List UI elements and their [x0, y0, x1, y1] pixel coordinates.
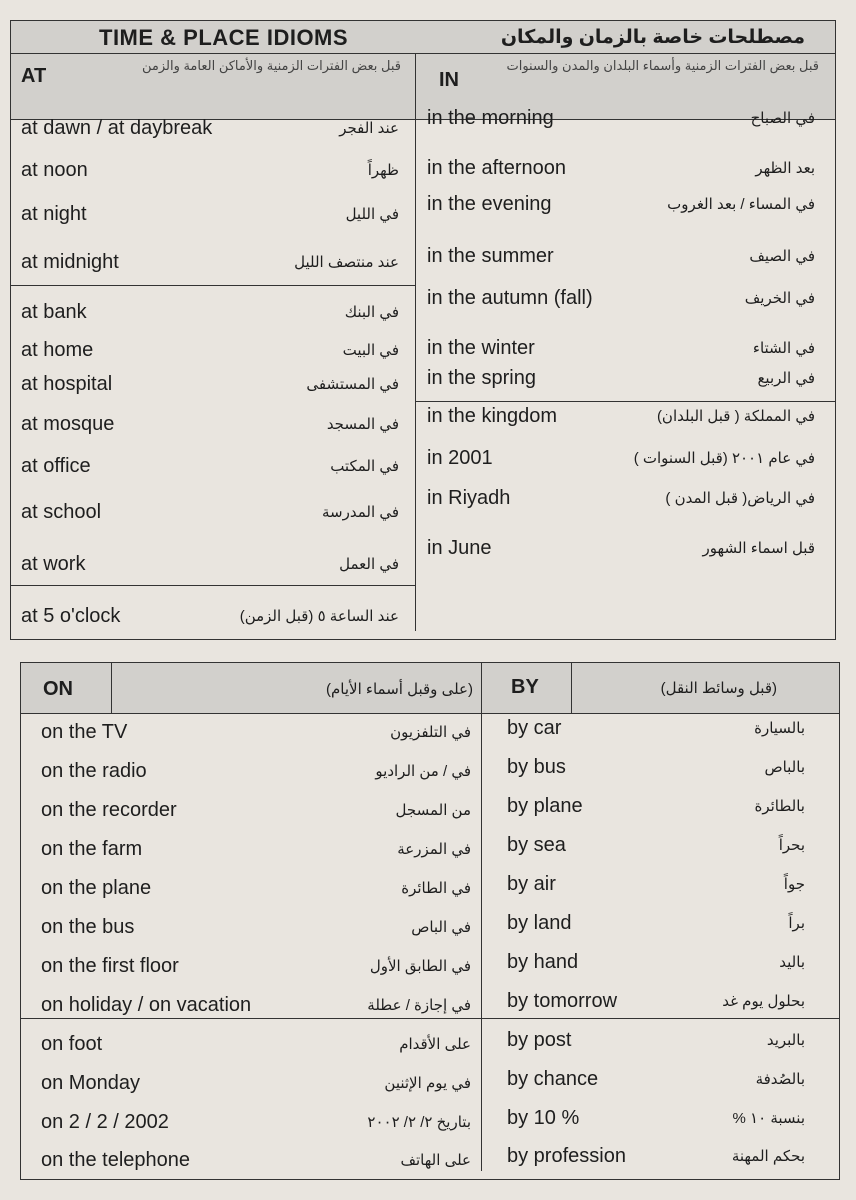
idiom-arabic: باليد — [779, 954, 805, 971]
idiom-arabic: في الليل — [345, 206, 399, 223]
idiom-english: on the radio — [41, 760, 147, 782]
idiom-arabic: في البنك — [344, 304, 399, 321]
idiom-english: at school — [21, 501, 102, 523]
idiom-english: in the evening — [427, 193, 552, 215]
idiom-arabic: في الصيف — [749, 248, 815, 265]
idiom-english: in the spring — [427, 367, 536, 389]
idiom-arabic: في / من الراديو — [375, 763, 471, 780]
idiom-arabic: عند منتصف الليل — [294, 254, 399, 271]
at-header: AT — [21, 65, 47, 87]
title-arabic: مصطلحات خاصة بالزمان والمكان — [500, 27, 805, 48]
idiom-english: in June — [427, 537, 492, 559]
idiom-english: at mosque — [21, 413, 115, 435]
idiom-arabic: في المملكة ( قبل البلدان) — [656, 408, 815, 425]
idiom-arabic: في إجازة / عطلة — [367, 997, 471, 1014]
idiom-arabic: بالباص — [764, 759, 805, 776]
idiom-english: in 2001 — [427, 447, 493, 469]
idiom-english: in the afternoon — [427, 157, 566, 179]
idiom-english: by post — [507, 1029, 572, 1051]
idiom-english: in the winter — [427, 337, 535, 359]
idiom-english: by hand — [507, 951, 579, 973]
idiom-arabic: على الأقدام — [399, 1036, 471, 1053]
idiom-english: on the first floor — [41, 955, 179, 977]
idiom-arabic: بعد الظهر — [755, 160, 815, 177]
idiom-arabic: في الطائرة — [401, 880, 471, 897]
idiom-english: at work — [21, 553, 86, 575]
idiom-arabic: في المدرسة — [322, 504, 399, 521]
idiom-arabic: بالسيارة — [754, 720, 805, 737]
idiom-english: by profession — [507, 1145, 626, 1167]
idiom-arabic: في المزرعة — [397, 841, 471, 858]
idiom-english: at night — [21, 203, 87, 225]
idiom-arabic: عند الفجر — [339, 120, 399, 137]
idiom-arabic: بالطائرة — [754, 798, 805, 815]
idiom-english: by 10 % — [507, 1107, 580, 1129]
idiom-arabic: على الهاتف — [400, 1152, 471, 1169]
idiom-english: by land — [507, 912, 572, 934]
idiom-english: on the TV — [41, 721, 128, 743]
idiom-english: by tomorrow — [507, 990, 618, 1012]
on-header: ON — [43, 678, 73, 700]
idiom-arabic: في عام ٢٠٠١ (قبل السنوات ) — [633, 450, 815, 467]
idiom-arabic: ظهراً — [367, 162, 399, 179]
idiom-arabic: في الخريف — [744, 290, 815, 307]
idiom-arabic: في الشتاء — [752, 340, 815, 357]
idiom-arabic: في المكتب — [330, 458, 399, 475]
idiom-arabic: في البيت — [342, 342, 399, 359]
idiom-arabic: في الباص — [411, 919, 471, 936]
idiom-arabic: جواً — [783, 876, 805, 893]
idiom-english: on the bus — [41, 916, 135, 938]
idiom-english: at hospital — [21, 373, 113, 395]
by-note: (قبل وسائط النقل) — [660, 680, 777, 697]
time-place-idioms-table — [10, 20, 836, 640]
idiom-english: in Riyadh — [427, 487, 511, 509]
idiom-arabic: في المساء / بعد الغروب — [667, 196, 815, 213]
idiom-english: on the recorder — [41, 799, 177, 821]
idiom-english: at office — [21, 455, 91, 477]
idiom-arabic: بحراً — [778, 837, 805, 854]
idiom-english: by chance — [507, 1068, 599, 1090]
idiom-arabic: بالبريد — [766, 1032, 805, 1049]
idiom-english: on foot — [41, 1033, 103, 1055]
idiom-english: at bank — [21, 301, 87, 323]
by-header: BY — [511, 676, 539, 698]
at-note: قبل بعض الفترات الزمنية والأماكن العامة والزمن — [141, 58, 401, 73]
idiom-english: on the telephone — [41, 1149, 191, 1171]
in-note: قبل بعض الفترات الزمنية وأسماء البلدان والمدن والسنوات — [506, 58, 819, 73]
idiom-arabic: بالصُدفة — [755, 1071, 805, 1088]
idiom-english: at home — [21, 339, 94, 361]
idiom-arabic: بحلول يوم غد — [722, 993, 805, 1010]
idiom-english: by car — [507, 717, 562, 739]
idiom-english: in the kingdom — [427, 405, 558, 427]
on-note: (على وقبل أسماء الأيام) — [326, 681, 473, 698]
idiom-arabic: في الصباح — [750, 110, 815, 127]
title-english: TIME & PLACE IDIOMS — [99, 25, 349, 50]
idiom-english: by air — [507, 873, 556, 895]
idiom-arabic: في المستشفى — [306, 376, 399, 393]
idiom-arabic: في الربيع — [757, 370, 815, 387]
in-header: IN — [439, 69, 459, 91]
idiom-english: by bus — [507, 756, 566, 778]
on-by-idioms-table — [20, 662, 840, 1180]
idiom-english: at midnight — [21, 251, 119, 273]
idiom-arabic: في الطابق الأول — [369, 958, 471, 975]
idiom-english: at 5 o'clock — [21, 605, 121, 627]
idiom-english: on 2 / 2 / 2002 — [41, 1111, 169, 1133]
idiom-english: on Monday — [41, 1072, 140, 1094]
idiom-english: by plane — [507, 795, 583, 817]
idiom-arabic: بتاريخ ٢/ ٢/ ٢٠٠٢ — [367, 1114, 471, 1131]
idiom-english: at dawn / at daybreak — [21, 117, 213, 139]
idiom-arabic: في يوم الإثنين — [384, 1075, 471, 1092]
idiom-english: at noon — [21, 159, 88, 181]
idiom-english: on holiday / on vacation — [41, 994, 252, 1016]
idiom-arabic: في العمل — [339, 556, 399, 573]
idiom-english: in the morning — [427, 107, 554, 129]
idiom-english: in the autumn (fall) — [427, 287, 593, 309]
idiom-english: by sea — [507, 834, 566, 856]
idiom-arabic: في المسجد — [326, 416, 399, 433]
idiom-arabic: براً — [788, 915, 805, 932]
idiom-arabic: قبل اسماء الشهور — [702, 540, 815, 557]
idiom-arabic: من المسجل — [395, 802, 471, 819]
idiom-english: on the plane — [41, 877, 152, 899]
idiom-english: in the summer — [427, 245, 554, 267]
idiom-arabic: عند الساعة ٥ (قبل الزمن) — [239, 608, 399, 625]
idiom-arabic: بنسبة ١٠ % — [732, 1110, 805, 1127]
idiom-arabic: في الرياض( قبل المدن ) — [665, 490, 815, 507]
idiom-english: on the farm — [41, 838, 143, 860]
idiom-arabic: في التلفزيون — [390, 724, 471, 741]
idiom-arabic: بحكم المهنة — [731, 1148, 805, 1165]
